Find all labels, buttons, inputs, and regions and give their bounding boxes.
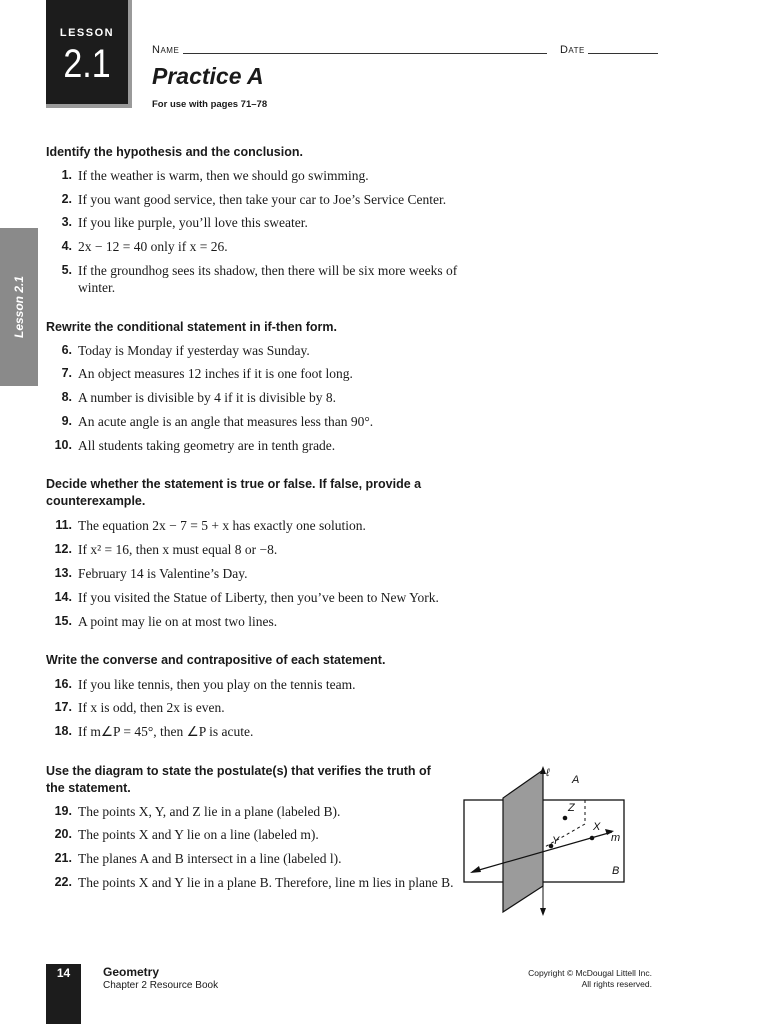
line-m-arrow-left [470,866,481,873]
exercise-item: 10. All students taking geometry are in tenth grade. [54,438,336,453]
exercise-item: 9. An acute angle is an angle that measures less than 90°. [61,414,374,429]
instruction-3: Decide whether the statement is true or false. If false, provide a counterexample. [46,477,422,508]
exercise-item: 6. Today is Monday if yesterday was Sunday. [61,343,310,358]
rights-line: All rights reserved. [581,979,652,989]
exercise-item: 20. The points X and Y lie on a line (labeled m). [54,827,319,842]
exercise-item: 15. A point may lie on at most two lines. [54,614,278,629]
footer-book-title: Geometry [103,965,160,979]
line-l-arrow-down [540,908,546,916]
exercise-item: 16. If you like tennis, then you play on the tennis team. [54,677,356,692]
exercise-item: 3. If you like purple, you’ll love this sweater. [61,215,308,230]
exercise-item: 13. February 14 is Valentine’s Day. [54,566,248,581]
instruction-4: Write the converse and contrapositive of each statement. [46,653,386,667]
name-label: Name [152,44,180,56]
exercise-item: 17. If x is odd, then 2x is even. [54,700,225,715]
instruction-5: Use the diagram to state the postulate(s) that verifies the truth of the statement. [46,764,431,795]
lesson-label: LESSON [59,27,115,39]
exercise-item: 4. 2x − 12 = 40 only if x = 26. [61,239,228,254]
exercise-item: 19. The points X, Y, and Z lie in a plane (labeled B). [54,804,341,819]
hidden-edge-b [543,824,585,848]
side-tab-label: Lesson 2.1 [12,275,26,339]
date-label: Date [559,44,585,56]
label-b: B [612,865,620,877]
lesson-number: 2.1 [63,42,111,86]
exercise-item: 22. The points X and Y lie in a plane B. Therefore, line m lies in plane B. [54,875,454,890]
exercise-item: 2. If you want good service, then take your car to Joe’s Service Center. [61,192,447,207]
exercise-item: 8. A number is divisible by 4 if it is divisible by 8. [61,390,336,405]
page-title: Practice A [152,63,264,89]
exercise-item: 14. If you visited the Statue of Liberty, then you’ve been to New York. [54,590,439,605]
point-z [563,816,568,821]
plane-a-shape [503,770,543,912]
page-number: 14 [56,966,71,980]
exercise-item: 5. If the groundhog sees its shadow, then there will be six more weeks of winter. [61,263,458,295]
label-y: Y [552,835,560,847]
label-m: m [611,832,621,844]
exercise-item: 18. If m∠P = 45°, then ∠P is acute. [54,724,254,739]
copyright-line: Copyright © McDougal Littell Inc. [528,968,652,978]
planes-diagram [460,762,630,918]
exercise-item: 1. If the weather is warm, then we should go swimming. [61,168,369,183]
copyright [528,968,652,990]
exercise-item: 21. The planes A and B intersect in a line (labeled l). [54,851,342,866]
plane-b-outline [464,800,624,882]
side-lesson-tab [0,228,38,386]
exercise-item: 11. The equation 2x − 7 = 5 + x has exactly one solution. [55,518,366,533]
footer-chapter: Chapter 2 Resource Book [103,980,219,991]
point-x [590,836,595,841]
label-l: ℓ [546,767,550,779]
label-x: X [593,821,601,833]
name-date-line [152,44,658,56]
lesson-badge [46,0,132,108]
exercise-item: 12. If x² = 16, then x must equal 8 or −8. [54,542,278,557]
label-a: A [572,774,580,786]
page-subtitle: For use with pages 71–78 [152,99,268,110]
instruction-1: Identify the hypothesis and the conclusion. [46,145,303,159]
name-blank[interactable] [183,53,547,54]
label-z: Z [568,802,575,814]
page-number-tab [46,964,81,1024]
instruction-2: Rewrite the conditional statement in if-then form. [46,320,337,334]
date-blank[interactable] [588,53,658,54]
exercise-item: 7. An object measures 12 inches if it is one foot long. [61,366,353,381]
